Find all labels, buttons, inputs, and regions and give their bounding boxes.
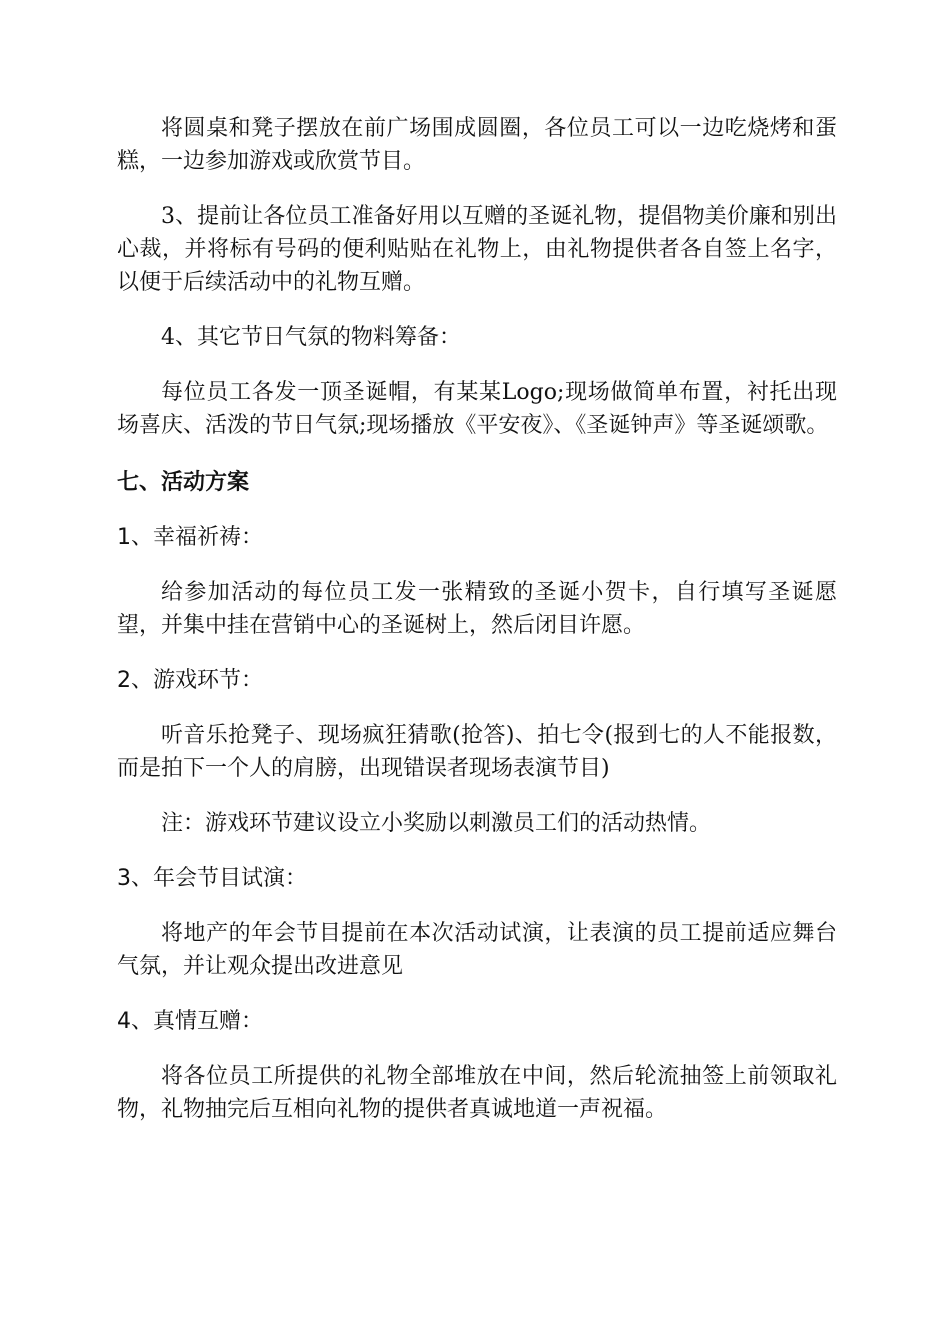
- paragraph-rehearsal-detail: 将地产的年会节目提前在本次活动试演，让表演的员工提前适应舞台气氛，并让观众提出改进意见: [117, 921, 837, 979]
- subheading-rehearsal: 3、年会节目试演：: [117, 866, 307, 891]
- subheading-games: 2、游戏环节：: [117, 668, 263, 693]
- subheading-prayer: 1、幸福祈祷：: [117, 525, 263, 550]
- paragraph-gift-exchange-detail: 将各位员工所提供的礼物全部堆放在中间，然后轮流抽签上前领取礼物，礼物抽完后互相向礼物的提供者真诚地道一声祝福。: [117, 1064, 837, 1122]
- subheading-gift-exchange: 4、真情互赠：: [117, 1009, 263, 1034]
- paragraph-games-detail: 听音乐抢凳子、现场疯狂猜歌(抢答)、拍七令(报到七的人不能报数，而是拍下一个人的肩膀，出现错误者现场表演节目): [117, 723, 837, 781]
- document-page: [117, 112, 837, 1126]
- paragraph-prayer-detail: 给参加活动的每位员工发一张精致的圣诞小贺卡，自行填写圣诞愿望，并集中挂在营销中心的圣诞树上，然后闭目许愿。: [117, 580, 837, 638]
- paragraph-gift-preparation: 3、提前让各位员工准备好用以互赠的圣诞礼物，提倡物美价廉和别出心裁，并将标有号码的便利贴贴在礼物上，由礼物提供者各自签上名字，以便于后续活动中的礼物互赠。: [117, 204, 837, 295]
- paragraph-materials-title: 4、其它节日气氛的物料筹备：: [161, 325, 461, 350]
- section-heading-activity-plan: 七、活动方案: [117, 470, 250, 495]
- paragraph-materials-detail: 每位员工各发一顶圣诞帽，有某某Logo;现场做简单布置，衬托出现场喜庆、活泼的节日气氛;现场播放《平安夜》、《圣诞钟声》等圣诞颂歌。: [117, 380, 837, 438]
- paragraph-seating: 将圆桌和凳子摆放在前广场围成圆圈，各位员工可以一边吃烧烤和蛋糕，一边参加游戏或欣赏节目。: [117, 116, 837, 174]
- paragraph-games-note: 注：游戏环节建议设立小奖励以刺激员工们的活动热情。: [161, 811, 712, 836]
